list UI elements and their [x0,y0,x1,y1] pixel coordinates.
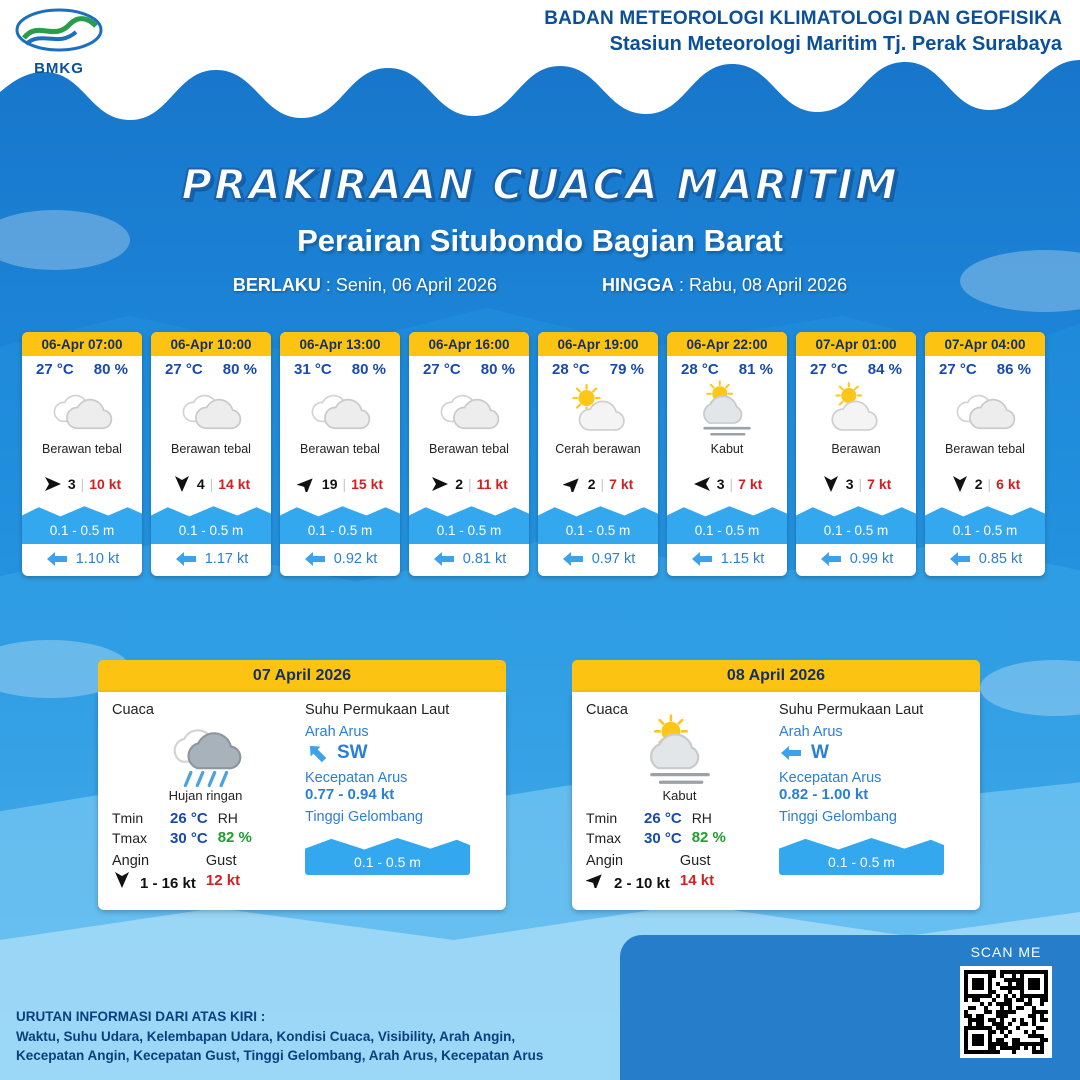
wave-height-band [280,498,400,544]
rh-value-row [218,829,268,846]
wind-direction-value: 4 [196,476,205,492]
wind-value-row [586,872,670,892]
wind-direction-value: 3 [845,476,854,492]
daily-gust-value: 14 kt [679,872,715,889]
weather-icon-wrap [280,380,400,442]
label-tmin: Tmin [112,810,144,826]
label-rh: RH [217,810,238,826]
divider: | [858,476,863,492]
wind-direction-value: 2 [974,476,983,492]
hourly-forecast-card [409,332,529,576]
weather-condition: Berawan tebal [429,442,509,456]
bmkg-logo [14,8,104,77]
temp-humidity-row [22,356,142,380]
divider: | [209,476,214,492]
relative-humidity: 79 % [609,361,644,378]
daily-rh-col [692,807,742,847]
daily-values [112,807,299,847]
wave-height: 0.1 - 0.5 m [307,523,373,538]
valid-to-label: HINGGA [602,275,674,295]
current-row [151,544,271,576]
temp-humidity-row [409,356,529,380]
fog-icon [641,714,719,792]
relative-humidity: 80 % [480,361,515,378]
current-speed: 1.10 kt [75,551,120,567]
hourly-forecast-card [925,332,1045,576]
current-direction-row [779,742,966,764]
wave-height-band [925,498,1045,544]
relative-humidity: 84 % [867,361,902,378]
hourly-forecast-card [538,332,658,576]
air-temperature: 27 °C [36,361,74,378]
legend-line-1: URUTAN INFORMASI DARI ATAS KIRI : [16,1009,266,1025]
daily-sea-col [779,702,966,898]
arrow-left-icon [948,550,972,568]
arrow-upright-icon [297,476,317,492]
cloudy-icon [180,380,242,442]
air-temperature: 27 °C [165,361,203,378]
wave-height-band [667,498,787,544]
label-kecepatan-arus: Kecepatan Arus [305,770,408,786]
valid-to: HINGGA : Rabu, 08 April 2026 [602,275,848,295]
wind-speed: 10 kt [89,476,122,492]
weather-condition: Berawan [831,442,881,456]
label-angin: Angin [586,853,624,869]
wave-height-band [409,498,529,544]
air-temperature: 27 °C [810,361,848,378]
weather-icon-wrap [22,380,142,442]
forecast-time: 06-Apr 22:00 [667,332,787,356]
daily-weather-icon-wrap [112,718,299,788]
label-sst: Suhu Permukaan Laut [305,702,450,718]
rh-value-row [692,829,742,846]
arrow-down-icon [112,872,132,888]
daily-gust-col [680,853,714,892]
wind-direction-value: 3 [716,476,725,492]
relative-humidity: 80 % [93,361,128,378]
valid-from-value: Senin, 06 April 2026 [335,275,497,295]
current-speed: 0.92 kt [333,551,378,567]
daily-weather-col [586,702,773,898]
label-tinggi-gelombang: Tinggi Gelombang [305,809,423,825]
arrow-left-icon [561,550,585,568]
partly-cloudy-night-icon [825,380,887,442]
wind-speed: 14 kt [218,476,251,492]
daily-gust-col [206,853,240,892]
cloudy-icon [954,380,1016,442]
wind-row [280,472,400,498]
scan-me-block [960,944,1052,1058]
current-speed: 1.17 kt [204,551,249,567]
wind-row [538,472,658,498]
wind-row [409,472,529,498]
current-row [280,544,400,576]
label-tmin: Tmin [586,810,618,826]
label-tmax: Tmax [586,830,621,846]
arrow-down-icon [172,476,192,492]
wind-speed: 7 kt [609,476,634,492]
arrow-left-icon [45,550,69,568]
daily-wave-height: 0.1 - 0.5 m [828,854,895,870]
divider: | [987,476,992,492]
arrow-down-left-icon [305,742,329,764]
page-subtitle: Perairan Situbondo Bagian Barat [297,223,783,258]
wind-speed: 7 kt [738,476,763,492]
scan-me-label: SCAN ME [970,944,1042,960]
temp-humidity-row [796,356,916,380]
daily-current-speed: 0.77 - 0.94 kt [305,786,395,803]
arrow-down-icon [950,476,970,492]
weather-condition: Berawan tebal [945,442,1025,456]
tmax-value: 30 °C [644,830,682,847]
wave-height-band [538,498,658,544]
daily-temp-col [112,807,208,847]
arrow-upright-icon [563,476,583,492]
wind-speed: 7 kt [867,476,892,492]
arrow-left-icon [692,476,712,492]
current-row [667,544,787,576]
arrow-left-icon [690,550,714,568]
label-arah-arus: Arah Arus [779,724,843,740]
rh-value: 82 % [217,829,252,846]
temp-humidity-row [925,356,1045,380]
weather-icon-wrap [796,380,916,442]
daily-weather-icon-wrap [586,718,773,788]
current-direction-value: SW [337,742,368,763]
wave-height: 0.1 - 0.5 m [823,523,889,538]
wind-speed: 6 kt [996,476,1021,492]
wind-direction-value: 3 [67,476,76,492]
daily-wind-value: 2 - 10 kt [614,875,670,892]
current-speed: 0.81 kt [462,551,507,567]
wave-height: 0.1 - 0.5 m [178,523,244,538]
gust-value-row [680,872,714,889]
daily-wind-gust [112,853,299,892]
rain-icon [167,714,245,792]
label-sst: Suhu Permukaan Laut [779,702,924,718]
daily-condition: Hujan ringan [168,788,243,803]
daily-values [586,807,773,847]
hourly-forecast-list [22,332,1058,576]
legend-note [16,1007,543,1066]
current-row [538,544,658,576]
arrow-left-icon [779,744,803,762]
title-block [0,160,1080,296]
tmin-value: 26 °C [170,810,208,827]
temp-humidity-row [151,356,271,380]
wave-height: 0.1 - 0.5 m [565,523,631,538]
label-arah-arus: Arah Arus [305,724,369,740]
divider: | [80,476,85,492]
arrow-left-icon [432,550,456,568]
wave-height-band [796,498,916,544]
arrow-down-icon [821,476,841,492]
hourly-forecast-card [667,332,787,576]
rh-row [692,810,742,826]
hourly-forecast-card [280,332,400,576]
daily-wave-band [305,831,470,875]
current-row [925,544,1045,576]
weather-condition: Kabut [710,442,744,456]
fog-icon [696,380,758,442]
current-row [796,544,916,576]
label-tmax: Tmax [112,830,147,846]
qr-code[interactable] [960,966,1052,1058]
divider: | [600,476,605,492]
weather-icon-wrap [667,380,787,442]
hourly-forecast-card [151,332,271,576]
valid-from: BERLAKU : Senin, 06 April 2026 [232,275,497,295]
valid-to-value: Rabu, 08 April 2026 [689,275,848,295]
weather-condition: Berawan tebal [42,442,122,456]
wind-row [22,472,142,498]
bmkg-logo-icon [14,8,104,54]
weather-condition: Berawan tebal [171,442,251,456]
wave-height: 0.1 - 0.5 m [694,523,760,538]
daily-wind-col [112,853,196,892]
forecast-time: 06-Apr 10:00 [151,332,271,356]
arrow-upright-icon [586,872,606,888]
daily-wind-col [586,853,670,892]
agency-line-1: BADAN METEOROLOGI KLIMATOLOGI DAN GEOFISIKA [544,8,1062,29]
daily-forecast-card [98,660,506,910]
wind-row [796,472,916,498]
page-title: PRAKIRAAN CUACA MARITIM [181,160,899,209]
daily-rh-col [218,807,268,847]
current-speed: 0.97 kt [591,551,636,567]
wind-speed: 15 kt [351,476,384,492]
arrow-left-icon [174,550,198,568]
wind-direction-value: 19 [321,476,338,492]
weather-condition: Cerah berawan [555,442,641,456]
label-rh: RH [691,810,712,826]
label-gust: Gust [679,853,711,869]
header-agency [544,8,1062,56]
daily-temp-col [586,807,682,847]
daily-body [572,692,980,910]
wave-height: 0.1 - 0.5 m [436,523,502,538]
current-speed: 1.15 kt [720,551,765,567]
relative-humidity: 80 % [351,361,386,378]
label-kecepatan-arus: Kecepatan Arus [779,770,882,786]
relative-humidity: 80 % [222,361,257,378]
wave-height-band [22,498,142,544]
current-direction-row [305,742,492,764]
divider: | [342,476,347,492]
weather-icon-wrap [409,380,529,442]
label-angin: Angin [112,853,150,869]
daily-wind-gust [586,853,773,892]
wind-value-row [112,872,196,892]
relative-humidity: 81 % [738,361,773,378]
label-gust: Gust [205,853,237,869]
forecast-time: 06-Apr 19:00 [538,332,658,356]
daily-forecast-card [572,660,980,910]
relative-humidity: 86 % [996,361,1031,378]
air-temperature: 28 °C [552,361,590,378]
cloudy-icon [438,380,500,442]
daily-date: 07 April 2026 [98,660,506,692]
weather-icon-wrap [538,380,658,442]
arrow-left-icon [303,550,327,568]
wave-height: 0.1 - 0.5 m [952,523,1018,538]
daily-gust-value: 12 kt [205,872,241,889]
legend-line-2: Waktu, Suhu Udara, Kelembapan Udara, Kondisi Cuaca, Visibility, Arah Angin, [16,1028,516,1044]
weather-icon-wrap [151,380,271,442]
wind-direction-value: 2 [455,476,463,492]
rh-row [218,810,268,826]
divider: | [729,476,734,492]
tmax-value: 30 °C [170,830,208,847]
cloudy-icon [51,380,113,442]
daily-wind-value: 1 - 16 kt [140,875,196,892]
rh-value: 82 % [691,829,726,846]
arrow-right-icon [43,476,63,492]
current-speed: 0.85 kt [978,551,1023,567]
hourly-forecast-card [22,332,142,576]
bmkg-logo-label: BMKG [34,60,84,77]
weather-icon-wrap [925,380,1045,442]
wind-row [925,472,1045,498]
current-direction-value: W [811,742,829,763]
tmin-row [586,810,682,827]
air-temperature: 31 °C [294,361,332,378]
partly-sunny-icon [567,380,629,442]
wind-speed: 11 kt [476,476,508,492]
daily-body [98,692,506,910]
tmax-row [586,830,682,847]
label-tinggi-gelombang: Tinggi Gelombang [779,809,897,825]
air-temperature: 28 °C [681,361,719,378]
forecast-time: 07-Apr 04:00 [925,332,1045,356]
forecast-time: 07-Apr 01:00 [796,332,916,356]
divider: | [468,476,472,492]
gust-value-row [206,872,240,889]
forecast-time: 06-Apr 07:00 [22,332,142,356]
forecast-time: 06-Apr 16:00 [409,332,529,356]
wave-height-band [151,498,271,544]
label-cuaca: Cuaca [112,702,154,718]
temp-humidity-row [667,356,787,380]
tmin-value: 26 °C [644,810,682,827]
current-row [409,544,529,576]
tmax-row [112,830,208,847]
daily-date: 08 April 2026 [572,660,980,692]
agency-line-2: Stasiun Meteorologi Maritim Tj. Perak Surabaya [609,33,1062,55]
temp-humidity-row [280,356,400,380]
arrow-left-icon [819,550,843,568]
hourly-forecast-card [796,332,916,576]
daily-current-speed: 0.82 - 1.00 kt [779,786,869,803]
validity-row [0,275,1080,296]
label-cuaca: Cuaca [586,702,628,718]
legend-line-3: Kecepatan Angin, Kecepatan Gust, Tinggi Gelombang, Arah Arus, Kecepatan Arus [16,1048,544,1064]
temp-humidity-row [538,356,658,380]
arrow-right-icon [430,476,450,492]
current-row [22,544,142,576]
current-speed: 0.99 kt [849,551,894,567]
air-temperature: 27 °C [939,361,977,378]
valid-from-label: BERLAKU [232,275,321,295]
wind-direction-value: 2 [587,476,596,492]
air-temperature: 27 °C [423,361,461,378]
daily-wave-band [779,831,944,875]
daily-weather-col [112,702,299,898]
weather-condition: Berawan tebal [300,442,380,456]
daily-condition: Kabut [662,788,697,803]
daily-sea-col [305,702,492,898]
wind-row [667,472,787,498]
tmin-row [112,810,208,827]
cloudy-icon [309,380,371,442]
forecast-time: 06-Apr 13:00 [280,332,400,356]
wave-height: 0.1 - 0.5 m [49,523,115,538]
wind-row [151,472,271,498]
daily-wave-height: 0.1 - 0.5 m [354,854,421,870]
